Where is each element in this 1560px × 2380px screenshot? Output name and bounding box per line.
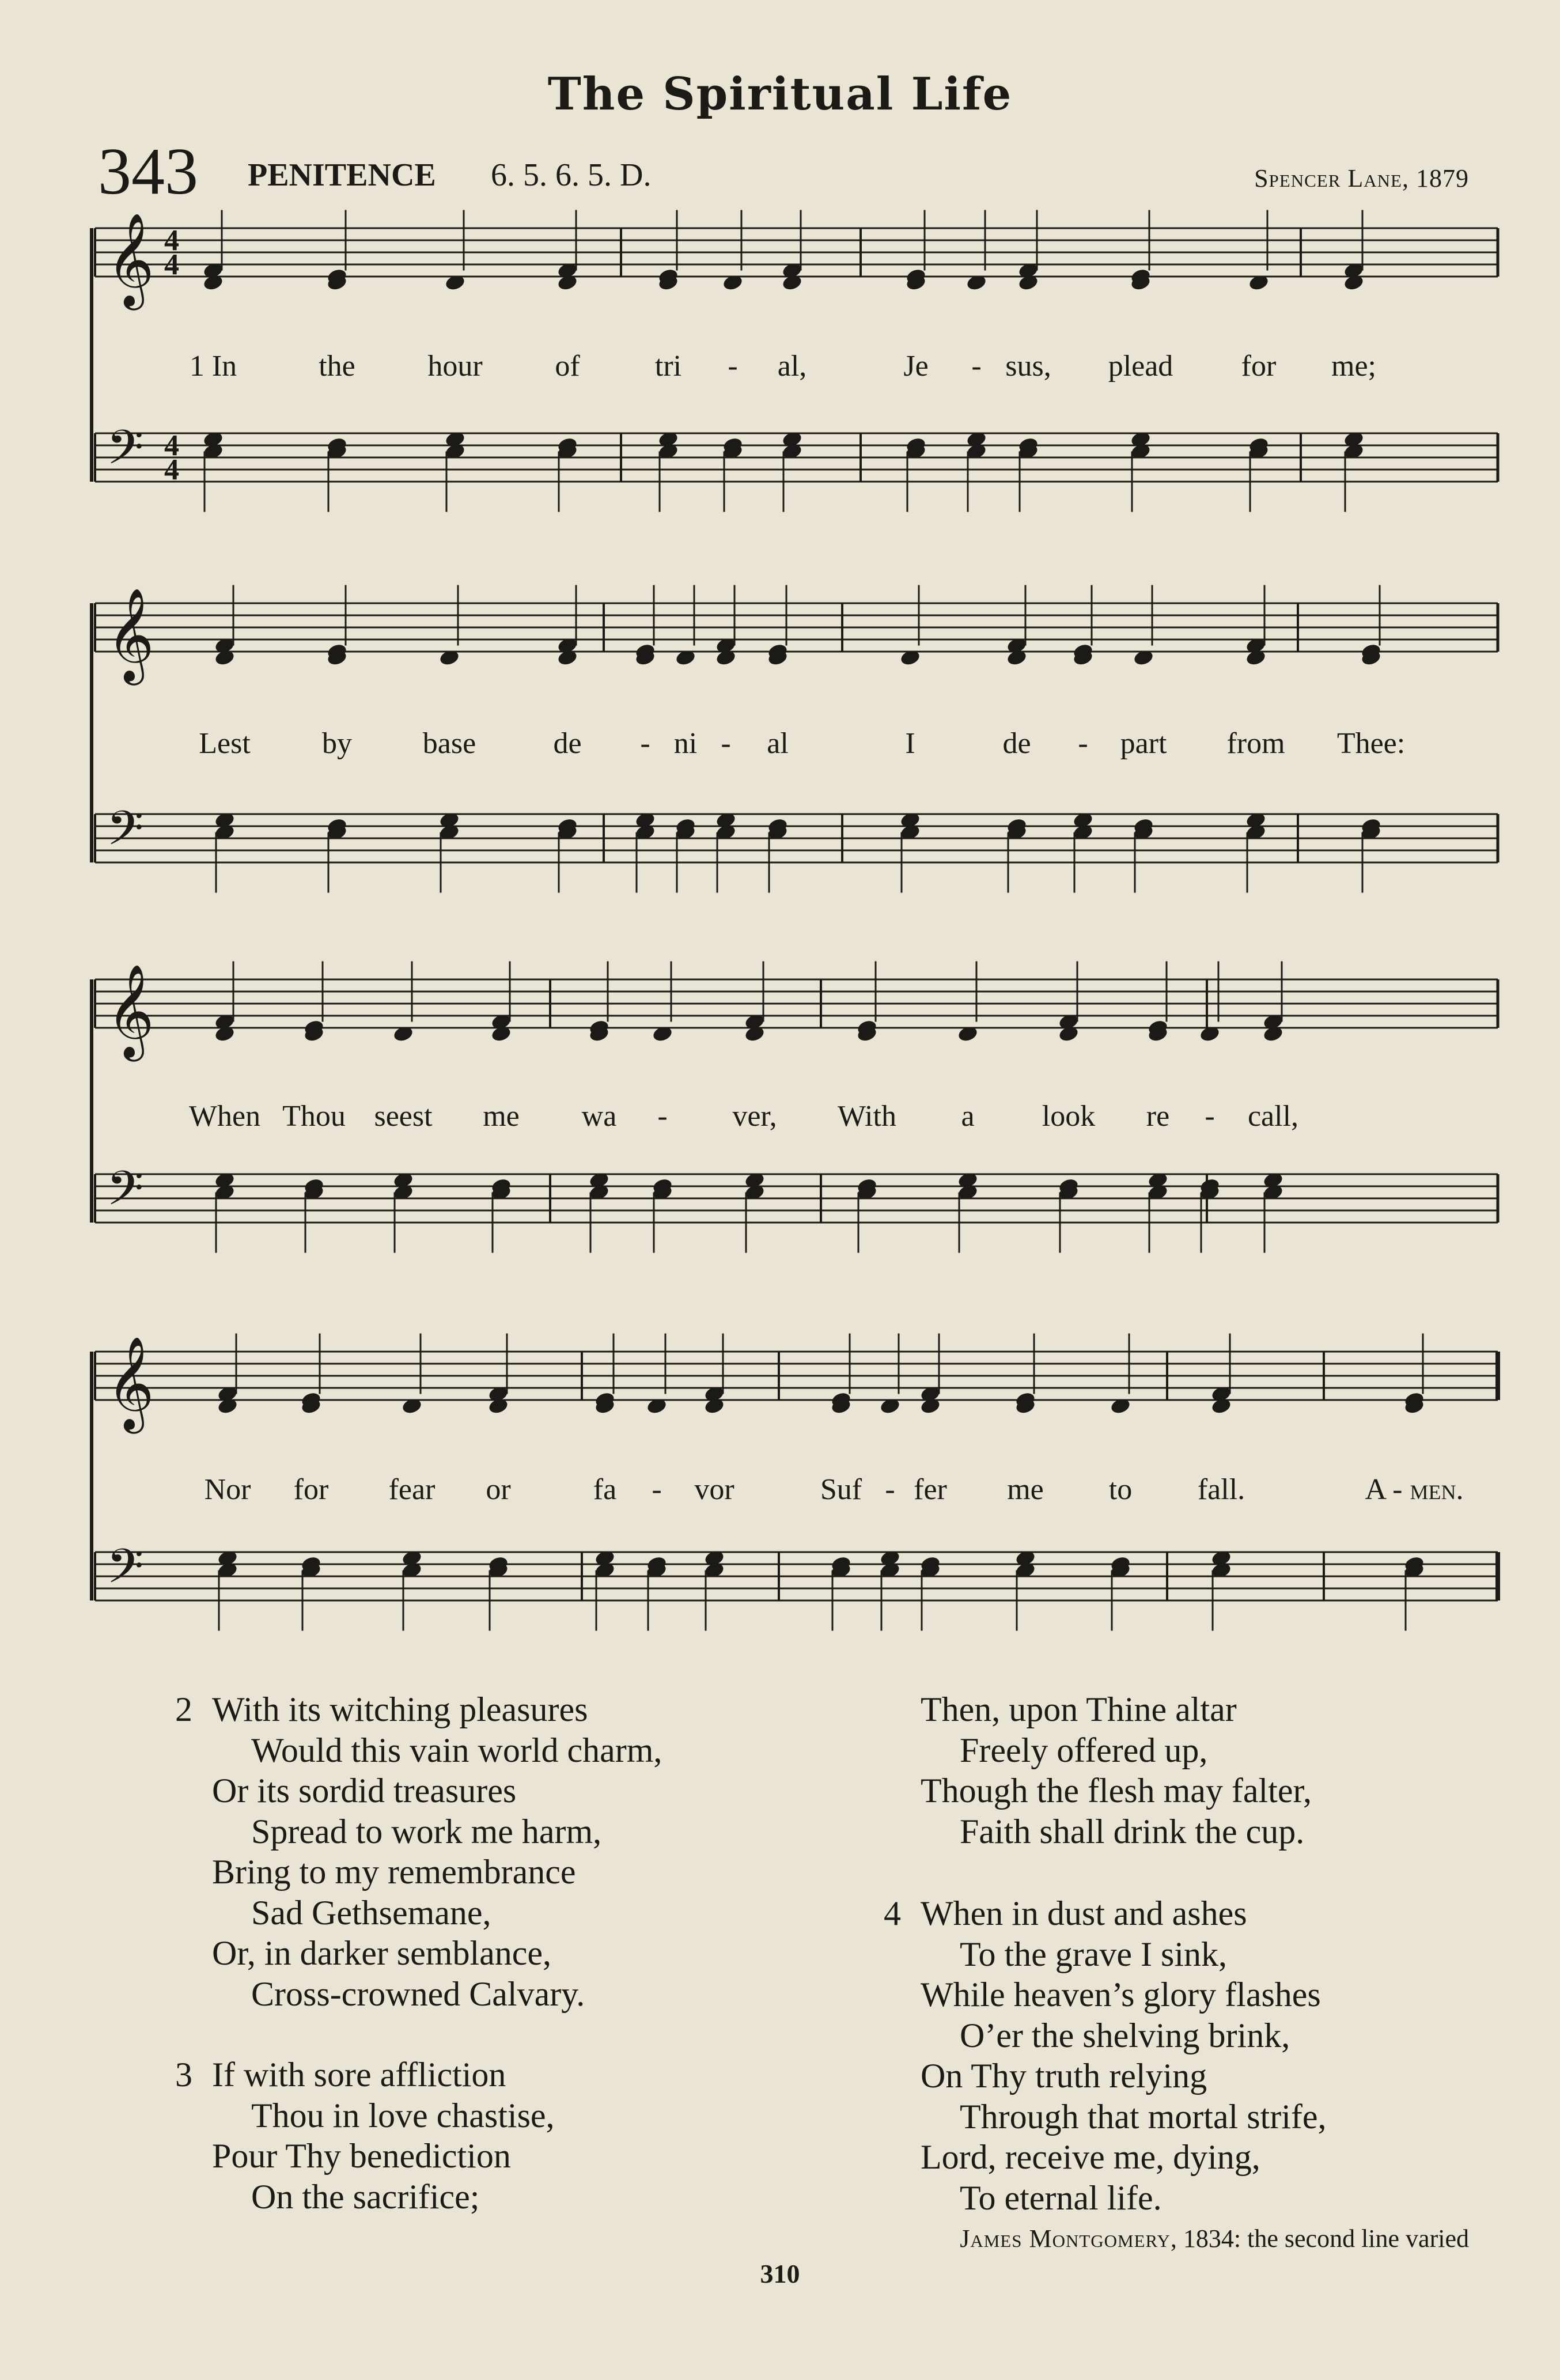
stanza-line	[212, 2095, 555, 2136]
lyric-syllable: -	[728, 350, 738, 383]
stanza-line	[921, 1689, 1312, 1730]
stanza-line	[921, 2056, 1327, 2097]
lyric-syllable: -	[1205, 1100, 1215, 1133]
stanza-number: 3	[175, 2056, 192, 2094]
stanza-line-text: On the sacrifice;	[251, 2177, 480, 2216]
stanza-line	[921, 2097, 1327, 2137]
lyric-syllable: -	[721, 727, 731, 760]
lyric-syllable: al	[767, 727, 789, 760]
lyric-syllable: -	[652, 1473, 662, 1506]
stanza-line	[921, 2015, 1327, 2056]
time-signature: 4	[164, 429, 179, 462]
stanza-line-text: Bring to my remembrance	[212, 1853, 576, 1891]
stanza-line-text: Thou in love chastise,	[251, 2096, 555, 2135]
lyric-syllable: me	[483, 1100, 520, 1133]
treble-clef: 𝄞	[107, 1336, 154, 1430]
stanza-4	[884, 1893, 1327, 2218]
stanza-line	[921, 2137, 1327, 2178]
tune-name: PENITENCE	[248, 157, 436, 193]
lyric-syllable: ver,	[732, 1100, 777, 1133]
stanza-line-text: To eternal life.	[960, 2178, 1162, 2217]
stanza-line	[921, 1770, 1312, 1811]
lyric-syllable: of	[555, 350, 580, 383]
lyric-syllable: vor	[694, 1473, 734, 1506]
stanza-line	[175, 2054, 555, 2095]
stanza-line	[212, 1933, 662, 1974]
lyric-syllable: Thou	[282, 1100, 346, 1133]
bass-clef: 𝄢	[107, 419, 144, 487]
lyric-syllable: Nor	[204, 1473, 251, 1506]
page-number: 310	[760, 2259, 800, 2288]
stanza-line	[212, 2136, 555, 2177]
lyric-syllable: seest	[374, 1100, 433, 1133]
lyric-syllable: de	[553, 727, 582, 760]
stanza-line-text: While heaven’s glory flashes	[921, 1976, 1321, 2014]
treble-clef: 𝄞	[107, 964, 154, 1058]
treble-clef: 𝄞	[107, 588, 154, 682]
stanza-line-text: Faith shall drink the cup.	[960, 1812, 1305, 1851]
lyric-syllable: call,	[1247, 1100, 1299, 1133]
stanza-line	[884, 1893, 1327, 1934]
stanza-line	[212, 1974, 662, 2015]
lyric-syllable: a	[961, 1100, 975, 1133]
lyric-syllable: part	[1120, 727, 1167, 760]
stanza-line-text: Lord, receive me, dying,	[921, 2138, 1260, 2176]
author-credit	[960, 2224, 1469, 2253]
lyric-syllable: fa	[593, 1473, 617, 1506]
author-note: , 1834: the second line varied	[1170, 2224, 1469, 2253]
stanza-line-text: On Thy truth relying	[921, 2057, 1207, 2095]
lyric-syllable: tri	[654, 350, 682, 383]
bass-clef: 𝄢	[107, 1538, 144, 1606]
stanza-line-text: Freely offered up,	[960, 1731, 1208, 1769]
tune-meter: 6. 5. 6. 5. D.	[491, 157, 652, 193]
lyric-syllable: to	[1108, 1473, 1133, 1506]
stanza-line	[175, 1689, 662, 1730]
stanza-line-text: Or its sordid treasures	[212, 1772, 517, 1810]
stanza-line-text: Sad Gethsemane,	[251, 1893, 491, 1932]
stanza-line	[212, 1730, 662, 1771]
lyric-syllable: for	[1241, 350, 1277, 383]
section-title: The Spiritual Life	[547, 68, 1013, 120]
lyric-syllable: wa	[581, 1100, 617, 1133]
stanza-line	[921, 1974, 1327, 2015]
lyric-syllable: ni	[673, 727, 698, 760]
lyric-syllable: -	[1078, 727, 1088, 760]
stanza-line	[921, 1730, 1312, 1771]
lyric-syllable: de	[1002, 727, 1031, 760]
bass-clef: 𝄢	[107, 1160, 144, 1228]
stanza-line	[921, 1811, 1312, 1852]
stanza-line-text: Then, upon Thine altar	[921, 1690, 1237, 1728]
lyric-syllable: re	[1146, 1100, 1170, 1133]
stanza-line-text: Would this vain world charm,	[251, 1731, 662, 1769]
stanza-2	[175, 1689, 662, 2014]
lyric-syllable: Lest	[199, 727, 251, 760]
lyric-syllable: -	[657, 1100, 668, 1133]
lyric-syllable: When	[188, 1100, 261, 1133]
stanza-line-text: Pour Thy benediction	[212, 2137, 511, 2175]
hymn-number: 343	[98, 135, 198, 209]
stanza-line-text: Or, in darker semblance,	[212, 1934, 552, 1972]
treble-clef: 𝄞	[107, 213, 154, 307]
lyric-syllable: fer	[914, 1473, 947, 1506]
stanza-line	[212, 2177, 555, 2218]
lyric-syllable: me;	[1331, 350, 1376, 383]
stanza-line-text: Through that mortal strife,	[960, 2097, 1327, 2136]
stanza-line	[212, 1811, 662, 1852]
stanza-line-text: Cross-crowned Calvary.	[251, 1974, 585, 2013]
lyric-syllable: the	[319, 350, 355, 383]
lyric-syllable: Thee:	[1336, 727, 1406, 760]
stanza-line	[921, 2178, 1327, 2219]
lyric-syllable: -	[971, 350, 982, 383]
lyric-syllable: for	[293, 1473, 329, 1506]
lyric-syllable: Je	[903, 350, 929, 383]
time-signature: 4	[164, 248, 179, 281]
stanza-3-continued	[921, 1689, 1312, 1852]
lyric-syllable: by	[322, 727, 352, 760]
time-signature: 4	[164, 453, 179, 486]
lyric-syllable: me	[1007, 1473, 1044, 1506]
stanza-line	[212, 1770, 662, 1811]
author-name: James Montgomery	[960, 2224, 1171, 2253]
time-signature: 4	[164, 224, 179, 257]
lyric-syllable: sus,	[1005, 350, 1051, 383]
stanza-number: 2	[175, 1690, 192, 1728]
stanza-line-text: With its witching pleasures	[212, 1690, 588, 1728]
stanza-line-text: O’er the shelving brink,	[960, 2016, 1290, 2054]
lyric-syllable: from	[1226, 727, 1285, 760]
lyric-syllable: fall.	[1197, 1473, 1245, 1506]
lyric-syllable: Suf	[820, 1473, 862, 1506]
stanza-line-text: Spread to work me harm,	[251, 1812, 602, 1851]
stanza-line	[212, 1893, 662, 1933]
lyric-syllable: -	[640, 727, 650, 760]
stanza-line	[921, 1934, 1327, 1975]
lyric-syllable: I	[905, 727, 915, 760]
stanza-line-text: Though the flesh may falter,	[921, 1772, 1312, 1810]
lyric-syllable: plead	[1108, 350, 1173, 383]
lyric-syllable: fear	[388, 1473, 436, 1506]
lyric-syllable: al,	[777, 350, 807, 383]
stanza-3	[175, 2054, 555, 2217]
stanza-line-text: When in dust and ashes	[921, 1894, 1247, 1932]
lyric-syllable: base	[422, 727, 476, 760]
lyric-syllable: or	[486, 1473, 511, 1506]
lyric-syllable: With	[838, 1100, 896, 1133]
composer-credit: Spencer Lane, 1879	[1254, 164, 1469, 192]
lyric-syllable: hour	[427, 350, 483, 383]
stanza-line-text: If with sore affliction	[212, 2056, 506, 2094]
lyric-syllable: A - men.	[1365, 1473, 1464, 1506]
stanza-line	[212, 1852, 662, 1893]
lyric-syllable: -	[885, 1473, 895, 1506]
stanza-number: 4	[884, 1894, 901, 1932]
lyric-syllable: look	[1042, 1100, 1096, 1133]
bass-clef: 𝄢	[107, 800, 144, 868]
stanza-line-text: To the grave I sink,	[960, 1935, 1228, 1973]
lyric-syllable: 1 In	[189, 350, 237, 383]
